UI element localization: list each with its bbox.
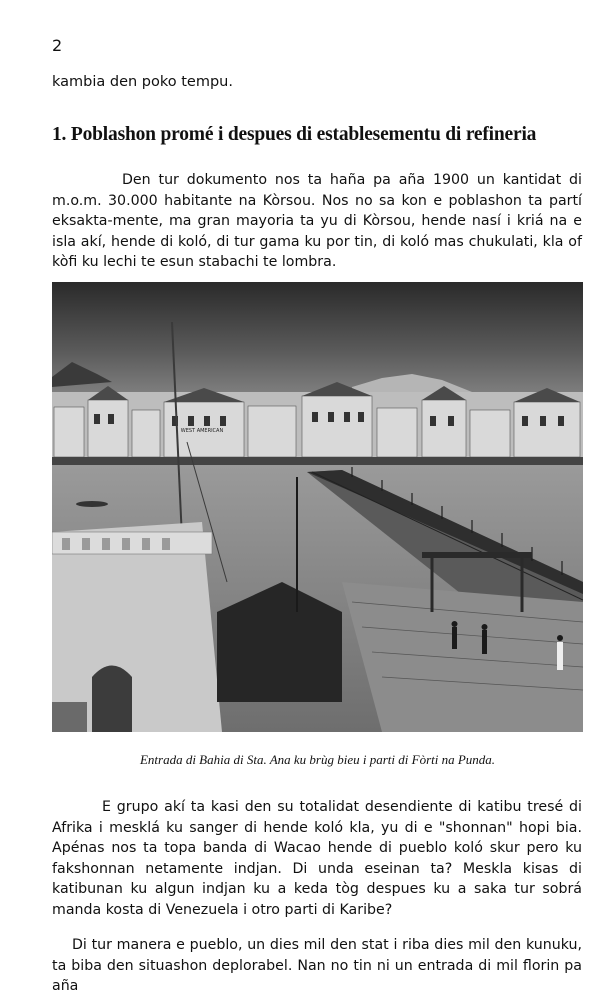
historic-photo — [52, 282, 583, 732]
continuation-line: kambia den poko tempu. — [52, 74, 233, 90]
section-heading: 1. Poblashon promé i despues di establesementu di refineria — [52, 124, 537, 145]
paragraph-3: Di tur manera e pueblo, un dies mil den stat i riba dies mil den kunuku, ta biba den situashon deplorabel. Nan no tin ni un entrada di mil florin pa aña — [52, 937, 582, 994]
figure-caption: Entrada di Bahia di Sta. Ana ku brùg bieu i parti di Fòrti na Punda. — [139, 752, 496, 767]
paragraph-2: E grupo akí ta kasi den su totalidat desendiente di katibu tresé di Afrika i mesklá ku sanger di hende koló kla, yu di e "shonnan" hopi bia. Apénas nos ta topa banda di Wacao hende di pueblo koló skur pero ku fakshonnan netamente indjan. Di unda eseinan ta? Meskla kisas di katibunan ku algun indjan ku a keda tòg despues ku a saka tur sobrá manda kosta di Venezuela i otro parti di Karibe? — [52, 799, 582, 918]
sign-text: WEST AMERICAN — [180, 428, 224, 434]
page-number: 2 — [52, 36, 63, 55]
paragraph-1: Den tur dokumento nos ta haña pa aña 1900 un kantidat di m.o.m. 30.000 habitante na Kòrsou. Nos no sa kon e poblashon ta partí eksakta-mente, ma gran mayoria ta yu di Kòrsou, hende nasí i kriá na e isla akí, hende di koló, di tur gama ku por tin, di koló mas chukulati, kla of kòfi ku lechi te esun stabachi te lombra. — [52, 172, 582, 270]
